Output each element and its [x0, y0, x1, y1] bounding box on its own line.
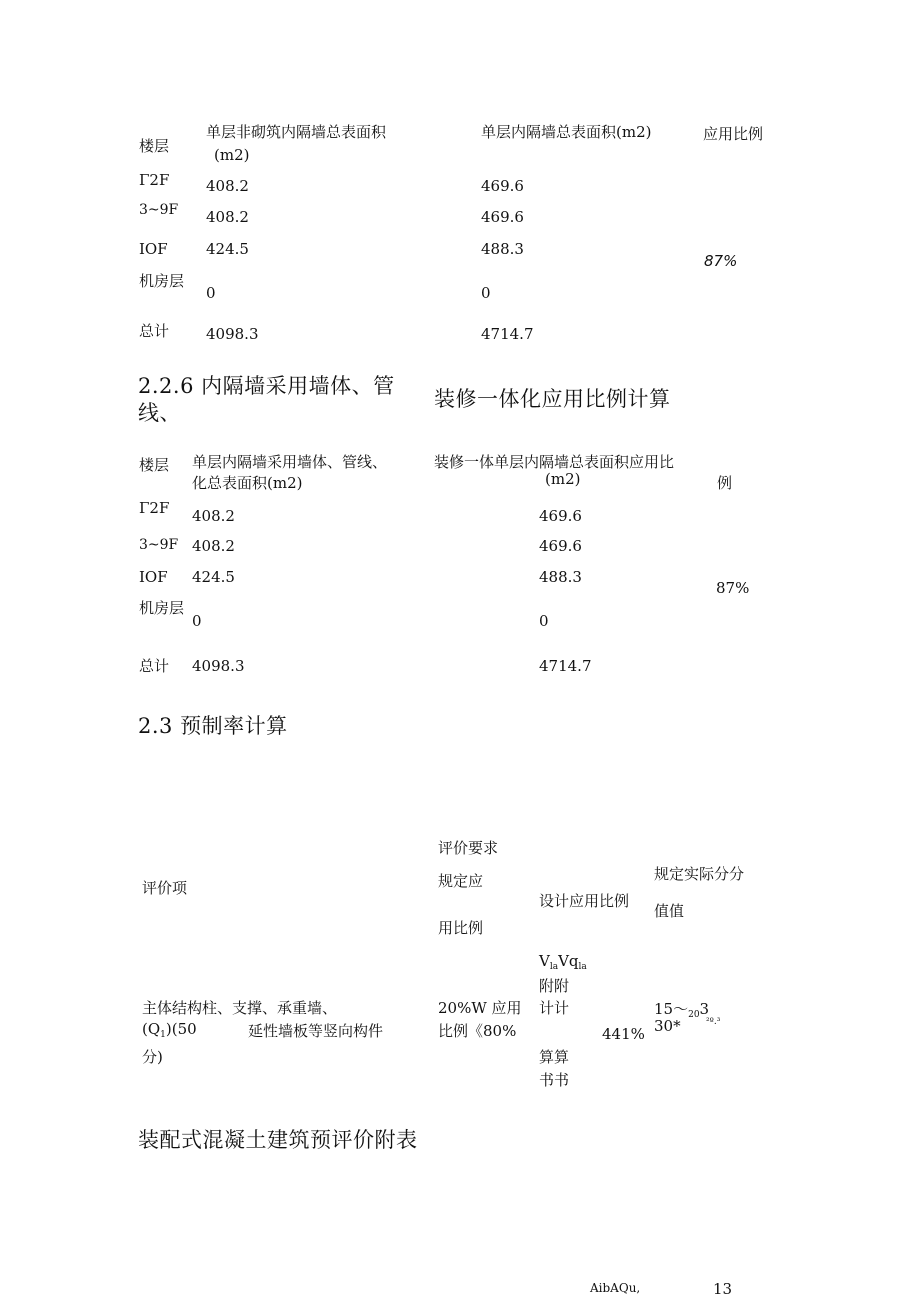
appendix-title: 装配式混凝土建筑预评价附表 [138, 1128, 418, 1152]
t3-row-item-cont2: 分) [142, 1048, 163, 1066]
t3-row-formula: $V_{la}Vq_{la}$ [539, 952, 587, 972]
t3-row-formula-line: 计计 [539, 999, 570, 1017]
t3-row-design-value: 441% [602, 1025, 645, 1043]
t3-row-requirement-cont: 比例《80% [438, 1022, 517, 1040]
t2-row-total: 488.3 [539, 568, 582, 586]
t1-header-non-masonry: 单层非砌筑内隔墙总表面积 [206, 123, 387, 141]
t2-row-floor: IOF [139, 568, 168, 586]
t1-row-total: 0 [481, 284, 491, 302]
t3-row-requirement: 20%W 应用 [438, 999, 522, 1017]
t1-header-floor: 楼层 [139, 137, 170, 155]
t1-header-non-masonry-unit: (m2) [214, 146, 250, 164]
footer-mark: AibAQu, [590, 1281, 641, 1295]
t1-row-floor: IOF [139, 240, 168, 258]
t2-row-floor: Γ2F [139, 499, 170, 517]
section-23-heading: 2.3 预制率计算 [138, 714, 288, 738]
t1-row-total: 488.3 [481, 240, 524, 258]
t3-header-item: 评价项 [142, 879, 188, 897]
t3-header-req-cont: 规定应 [438, 872, 484, 890]
t3-header-req-cont2: 用比例 [438, 919, 484, 937]
t2-row-total: 469.6 [539, 537, 582, 555]
t2-header-integrated-cont: 化总表面积(m2) [192, 474, 303, 492]
t2-header-floor: 楼层 [139, 456, 170, 474]
t3-row-item-cont: 延性墙板等竖向构件 [248, 1022, 384, 1040]
t2-header-middle: 装修一体单层内隔墙总表面积应用比 [434, 453, 675, 471]
t1-row-non-masonry: 408.2 [206, 208, 249, 226]
t2-header-ratio-tail: 例 [717, 474, 733, 492]
t2-row-total: 0 [539, 612, 549, 630]
t2-row-floor: 总计 [139, 657, 170, 675]
t1-row-non-masonry: 424.5 [206, 240, 249, 258]
t3-row-item-code: $(Q_1)(50$ [142, 1020, 197, 1040]
t1-ratio-value: 87% [704, 252, 738, 270]
t2-row-total: 469.6 [539, 507, 582, 525]
t1-row-total: 4714.7 [481, 325, 534, 343]
t1-row-total: 469.6 [481, 177, 524, 195]
t3-row-score-small: ²º.³ [706, 1017, 721, 1027]
t1-row-non-masonry: 4098.3 [206, 325, 259, 343]
t2-ratio-value: 87% [716, 579, 750, 597]
t2-row-integrated: 408.2 [192, 507, 235, 525]
t3-header-req: 评价要求 [438, 839, 499, 857]
section-226-heading-left-cont: 线、 [138, 401, 181, 425]
t1-header-total-area: 单层内隔墙总表面积(m2) [481, 123, 652, 141]
t1-header-ratio: 应用比例 [703, 125, 764, 143]
t2-header-integrated: 单层内隔墙采用墙体、管线、 [192, 453, 388, 471]
t3-header-design-ratio: 设计应用比例 [539, 892, 630, 910]
t1-row-floor: 3~9F [139, 202, 179, 218]
t3-row-formula-line: 算算 [539, 1048, 570, 1066]
t2-row-integrated: 424.5 [192, 568, 235, 586]
t3-row-score: $15\sim_{20}3$ [654, 1000, 710, 1020]
t3-header-score-cont: 值值 [654, 902, 685, 920]
t3-row-formula-line: 书书 [539, 1071, 570, 1089]
t1-row-non-masonry: 0 [206, 284, 216, 302]
section-226-heading-left: 2.2.6 内隔墙采用墙体、管 [138, 374, 395, 398]
t3-row-formula-line: 附附 [539, 977, 570, 995]
t1-row-non-masonry: 408.2 [206, 177, 249, 195]
t2-header-middle-unit: (m2) [545, 470, 581, 488]
t3-row-score-cont: 30* [654, 1017, 681, 1035]
t1-row-floor: 总计 [139, 322, 170, 340]
t2-row-integrated: 408.2 [192, 537, 235, 555]
page-number: 13 [713, 1280, 733, 1298]
t2-row-integrated: 0 [192, 612, 202, 630]
t2-row-integrated: 4098.3 [192, 657, 245, 675]
t3-row-item: 主体结构柱、支撑、承重墙、 [142, 999, 338, 1017]
t2-row-total: 4714.7 [539, 657, 592, 675]
t1-row-total: 469.6 [481, 208, 524, 226]
section-226-heading-right: 装修一体化应用比例计算 [434, 387, 671, 411]
t1-row-floor: 机房层 [139, 272, 185, 290]
t2-row-floor: 机房层 [139, 599, 185, 617]
t2-row-floor: 3~9F [139, 537, 179, 553]
t1-row-floor: Γ2F [139, 171, 170, 189]
t3-header-score: 规定实际分分 [654, 865, 745, 883]
